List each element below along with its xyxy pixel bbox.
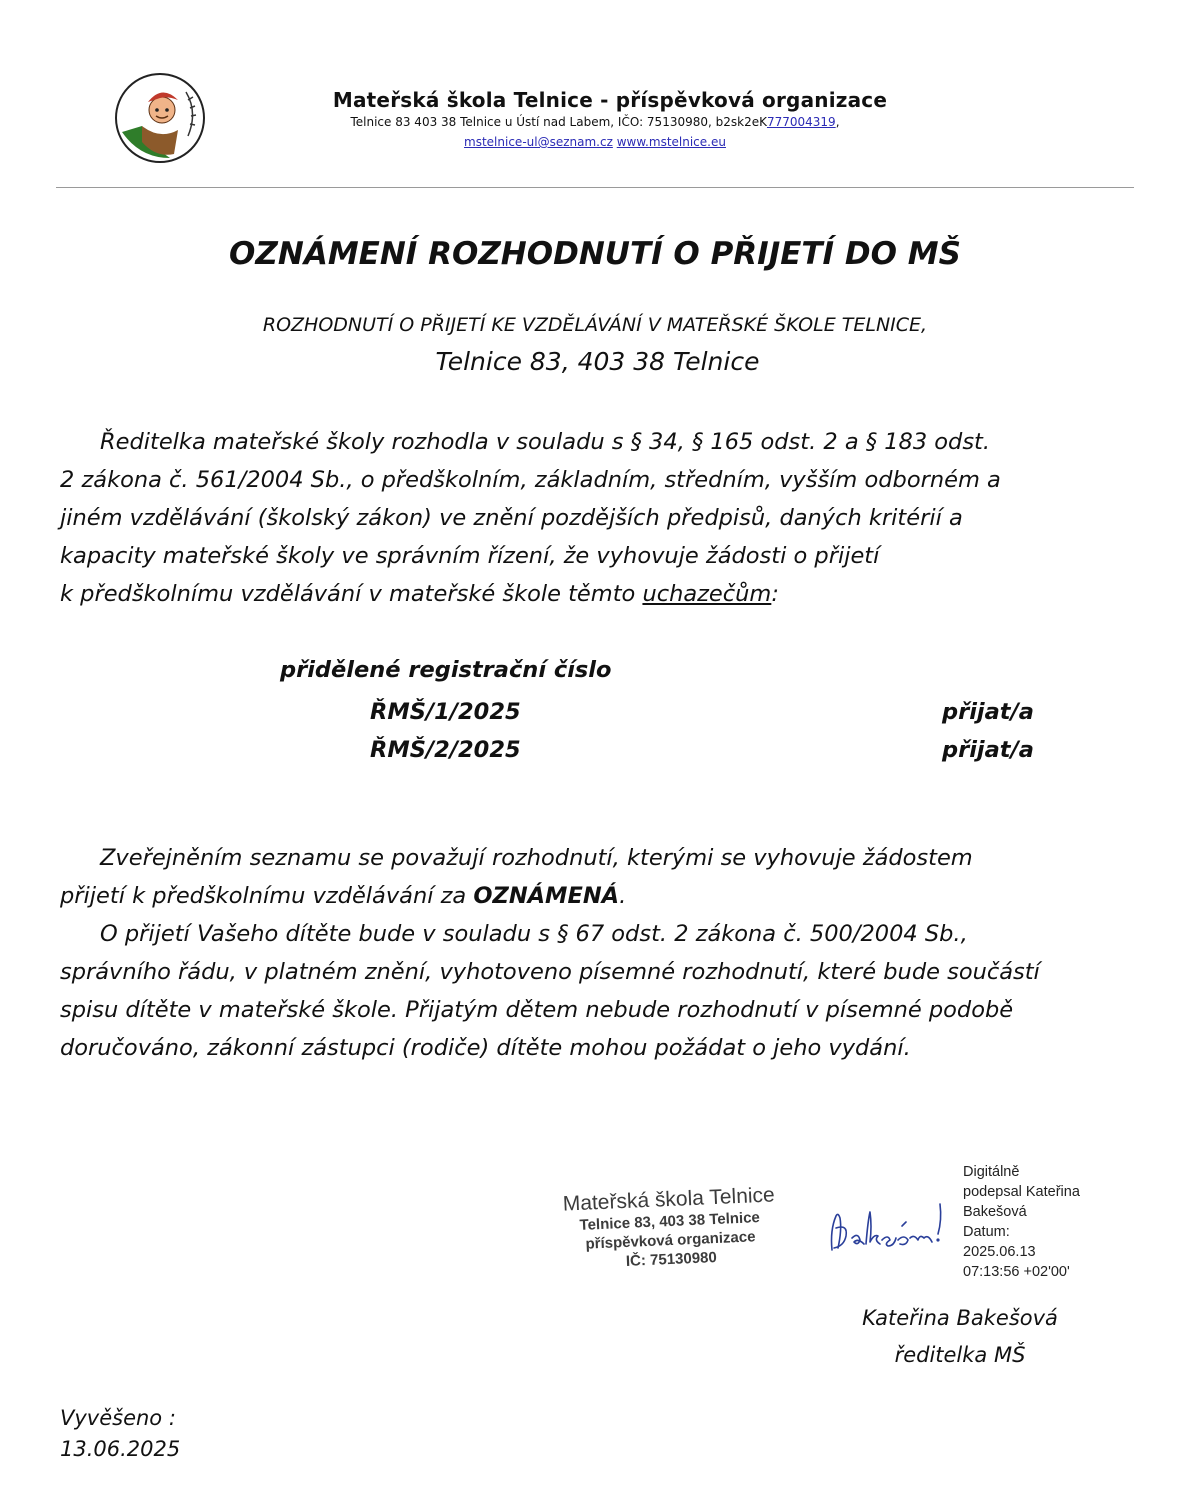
stamp-line: Mateřská škola Telnice — [562, 1183, 776, 1216]
stamp-line: IČ: 75130980 — [625, 1248, 718, 1270]
registration-status: přijat/a — [942, 737, 1034, 763]
applicants-word: uchazečům — [642, 581, 772, 607]
para2-line4: správního řádu, v platném znění, vyhotoveno písemné rozhodnutí, které bude součástí — [60, 959, 1040, 985]
para1-line2: 2 zákona č. 561/2004 Sb., o předškolním, základním, středním, vyšším odborném a — [60, 467, 1001, 493]
web-link[interactable]: www.mstelnice.eu — [616, 135, 726, 149]
posted-label: Vyvěšeno : — [60, 1406, 176, 1430]
registration-number: ŘMŠ/2/2025 — [370, 737, 521, 763]
digital-signature-line: Datum: — [963, 1224, 1010, 1240]
page-title: OZNÁMENÍ ROZHODNUTÍ O PŘIJETÍ DO MŠ — [229, 236, 961, 272]
posted-date: 13.06.2025 — [60, 1437, 181, 1461]
digital-signature-line: podepsal Kateřina — [963, 1184, 1080, 1200]
decision-subtitle: ROZHODNUTÍ O PŘIJETÍ KE VZDĚLÁVÁNÍ V MATEŘSKÉ ŠKOLE TELNICE, — [262, 314, 928, 336]
para1-colon: : — [771, 581, 779, 607]
para2-line3: O přijetí Vašeho dítěte bude v souladu s § 67 odst. 2 zákona č. 500/2004 Sb., — [100, 921, 968, 947]
org-contact-links — [250, 135, 940, 149]
org-contact — [250, 115, 940, 129]
email-link[interactable]: mstelnice-ul@seznam.cz — [464, 135, 613, 149]
registration-status: přijat/a — [942, 699, 1034, 725]
digital-signature-line: Digitálně — [963, 1164, 1020, 1180]
announced-word: OZNÁMENÁ — [473, 883, 620, 909]
para1-line5: k předškolnímu vzdělávání v mateřské škole těmto — [60, 581, 643, 607]
school-logo — [112, 70, 208, 166]
contact-line: Telnice 83 403 38 Telnice u Ústí nad Labem, IČO: 75130980, b2sk2eK — [350, 115, 767, 129]
para1-line4: kapacity mateřské školy ve správním řízení, že vyhovuje žádosti o přijetí — [60, 543, 880, 569]
para2-line6: doručováno, zákonní zástupci (rodiče) dítěte mohou požádat o jeho vydání. — [60, 1035, 911, 1061]
header-divider — [56, 187, 1134, 188]
school-stamp — [538, 1182, 801, 1274]
digital-signature-info — [963, 1162, 1133, 1282]
digital-signature-line: 2025.06.13 — [963, 1244, 1036, 1260]
para2-line2: přijetí k předškolnímu vzdělávání za — [60, 883, 474, 909]
signer-role: ředitelka MŠ — [894, 1343, 1026, 1367]
signer-name: Kateřina Bakešová — [862, 1306, 1058, 1330]
phone-link[interactable]: 777004319 — [766, 115, 836, 129]
org-name: Mateřská škola Telnice - příspěvková organizace — [332, 88, 888, 112]
school-address: Telnice 83, 403 38 Telnice — [435, 347, 760, 376]
para2-line5: spisu dítěte v mateřské škole. Přijatým dětem nebude rozhodnutí v písemné podobě — [60, 997, 1014, 1023]
digital-signature-line: Bakešová — [963, 1204, 1027, 1220]
para2-period: . — [619, 883, 627, 909]
digital-signature-line: 07:13:56 +02'00' — [963, 1264, 1070, 1280]
para1-line3: jiném vzdělávání (školský zákon) ve znění pozdějších předpisů, daných kritérií a — [60, 505, 963, 531]
notice-paragraph — [60, 839, 1140, 1067]
stamp-line: Telnice 83, 403 38 Telnice — [579, 1209, 761, 1234]
registration-number: ŘMŠ/1/2025 — [370, 699, 521, 725]
registration-header: přidělené registrační číslo — [280, 657, 612, 683]
para2-line1: Zveřejněním seznamu se považují rozhodnutí, kterými se vyhovuje žádostem — [100, 845, 973, 871]
handwritten-signature — [822, 1190, 952, 1260]
para1-line1: Ředitelka mateřské školy rozhodla v souladu s § 34, § 165 odst. 2 a § 183 odst. — [100, 429, 991, 455]
decision-paragraph — [60, 423, 1140, 613]
contact-comma: , — [835, 115, 840, 129]
stamp-line: příspěvková organizace — [585, 1228, 756, 1253]
